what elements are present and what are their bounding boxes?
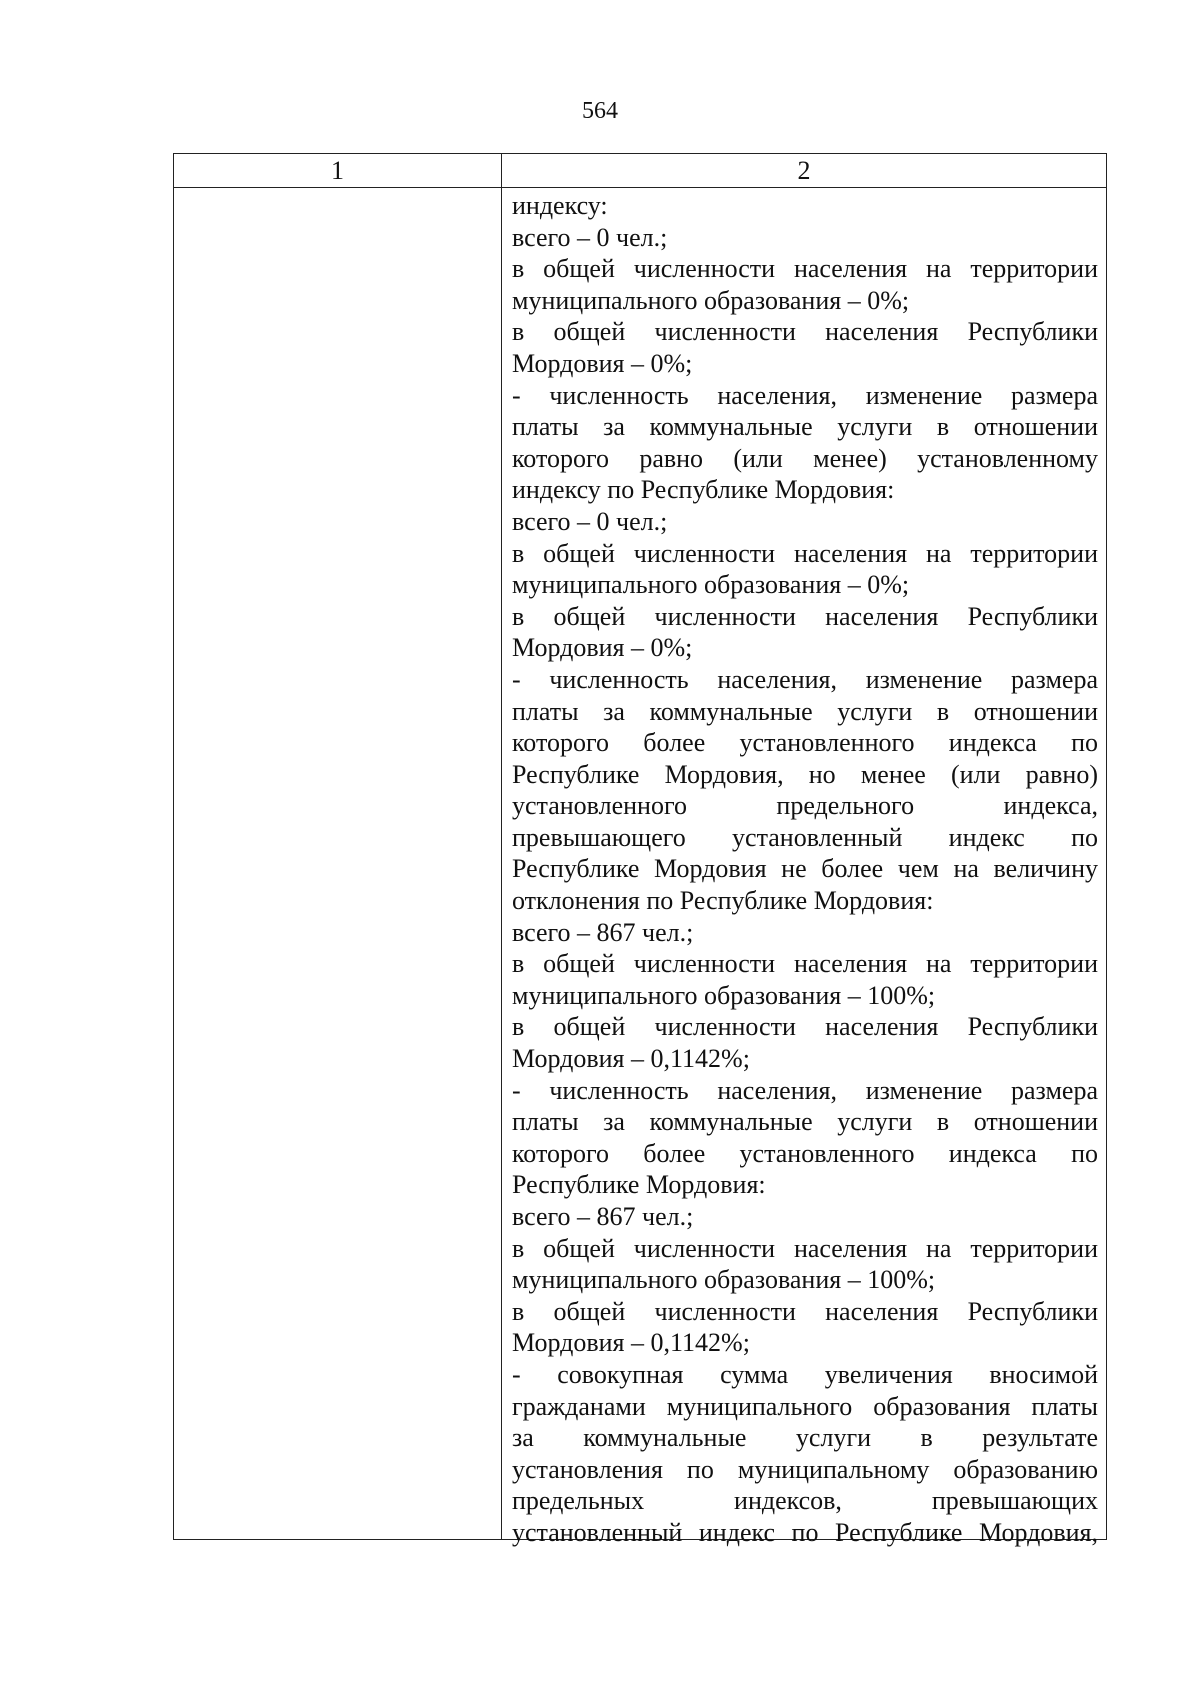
text-line: в общей численности населения Республики [512, 1012, 1098, 1042]
text-line: в общей численности населения Республики [512, 1296, 1098, 1326]
text-line: в общей численности населения на территории [512, 538, 1098, 568]
text-line: - численность населения, изменение размера [512, 664, 1098, 694]
text-line: всего – 0 чел.; [512, 222, 668, 252]
column-2-header: 2 [797, 156, 811, 185]
text-line: индексу: [512, 191, 608, 220]
text-line: Мордовия – 0%; [512, 633, 693, 663]
text-line: гражданами муниципального образования платы [512, 1391, 1098, 1421]
text-line: в общей численности населения на территории [512, 1233, 1098, 1263]
column-divider [501, 154, 502, 1539]
text-line: всего – 867 чел.; [512, 1202, 694, 1231]
text-line: муниципального образования – 100%; [512, 980, 936, 1010]
text-line: установленного предельного индекса, [512, 791, 1098, 821]
text-line: в общей численности населения Республики [512, 317, 1098, 347]
text-line: предельных индексов, превышающих [512, 1486, 1098, 1516]
text-line: муниципального образования – 0%; [512, 285, 910, 315]
text-line: - численность населения, изменение размера [512, 380, 1098, 410]
text-line: всего – 867 чел.; [512, 917, 694, 947]
text-line: всего – 0 чел.; [512, 506, 668, 536]
column-1-header: 1 [331, 156, 344, 185]
text-line: которого более установленного индекса по [512, 1138, 1098, 1168]
text-line: Республике Мордовия: [512, 1170, 766, 1200]
text-line: установленный индекс по Республике Мордовия, [512, 1517, 1098, 1547]
header-divider [174, 187, 1106, 188]
text-line: в общей численности населения на территории [512, 949, 1098, 979]
document-table [173, 153, 1107, 1547]
text-line: в общей численности населения Республики [512, 601, 1098, 631]
text-line: превышающего установленный индекс по [512, 822, 1098, 852]
text-line: муниципального образования – 0%; [512, 570, 910, 600]
text-line: муниципального образования – 100%; [512, 1265, 936, 1295]
text-line: Мордовия – 0,1142%; [512, 1328, 750, 1358]
text-line: - совокупная сумма увеличения вносимой [512, 1359, 1098, 1389]
text-line: Республике Мордовия, но менее (или равно) [512, 759, 1098, 789]
text-line: которого более установленного индекса по [512, 728, 1098, 758]
text-line: установления по муниципальному образованию [512, 1454, 1098, 1484]
text-line: платы за коммунальные услуги в отношении [512, 412, 1098, 442]
text-line: платы за коммунальные услуги в отношении [512, 696, 1098, 726]
text-line: отклонения по Республике Мордовия: [512, 886, 934, 916]
column-2-cell [512, 190, 1098, 1549]
text-line: индексу по Республике Мордовия: [512, 475, 895, 505]
text-line: платы за коммунальные услуги в отношении [512, 1107, 1098, 1137]
text-line: Мордовия – 0%; [512, 348, 693, 378]
page-number: 564 [582, 98, 618, 124]
text-line: за коммунальные услуги в результате [512, 1423, 1098, 1453]
text-line: Республике Мордовия не более чем на величину [512, 854, 1098, 884]
text-line: - численность населения, изменение размера [512, 1075, 1098, 1105]
text-line: которого равно (или менее) установленному [512, 443, 1098, 473]
text-line: Мордовия – 0,1142%; [512, 1044, 750, 1074]
text-line: в общей численности населения на территории [512, 254, 1098, 284]
